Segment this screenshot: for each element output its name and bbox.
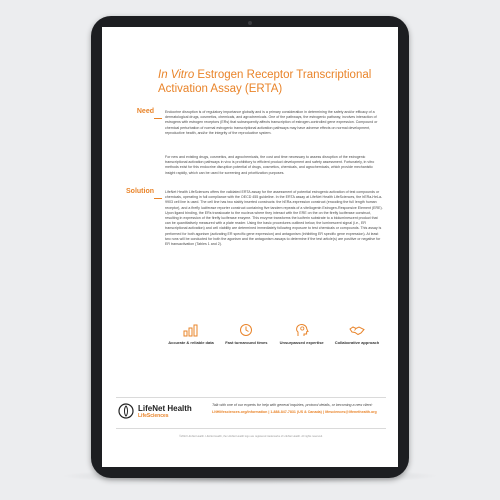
clock-icon [238,323,254,337]
tablet-frame [91,16,409,478]
need-paragraph-2: For new and existing drugs, cosmetics, and agrochemicals, the cost and time necessary to assess disruption of the estrogenic transcriptional activation pathways in vivo is prohibitory to efficient product development and safety assessment. Fortunately, in vitro methods exist for this endocrine disruption potential of drugs, cosmetics, chemicals, and agrochemicals, which provide mechanistic insight rapidly, which can be used for screening and prioritization purposes. [165,155,375,175]
lightbulb-head-icon [294,323,310,337]
bar-chart-icon [183,323,199,337]
footer-contact-block [212,403,386,415]
handshake-icon [349,323,365,337]
feature-label: Unsurpassed expertise [279,340,324,345]
feature-label: Accurate & reliable data [168,340,214,345]
need-label: Need [136,108,154,115]
fine-print: ©2022 LifeNet Health. LifeNet Health, the LifeNet Health logo are registered trademarks of LifeNet Health. All rights reserved. [179,435,323,438]
feature-expertise [276,323,328,365]
email-link[interactable]: lifesciences@lifenethealth.org [324,410,377,414]
title-rest: Estrogen Receptor Transcriptional Activation Assay (ERTA) [158,69,372,95]
document-page [102,27,398,467]
page-title [158,69,388,96]
lifenet-logo-icon [118,403,134,419]
features-row [165,323,383,365]
title-italic: In Vitro [158,69,195,81]
phone-number[interactable]: 1-888-847-7831 (US & Canada) [270,410,322,414]
website-link[interactable]: LNHlifesciences.org/information [212,410,268,414]
camera-dot [248,21,252,25]
feature-collaborative [331,323,383,365]
feature-fast-turnaround [220,323,272,365]
solution-paragraph: LifeNet Health LifeSciences offers the validated ERTA assay for the assessment of potential estrogenic activation of test compounds or chemicals, operating in full compliance with the OECD 455 guideline. In the ERTA assay at LifeNet Health LifeSciences, the hERa-HeLa-9903 cell line is used. The cell line has two stably inserted constructs: the hERa-expression construct (encoding the full length human receptor), and a firefly luciferase reporter construct containing five tandem repeats of a vitellogenin Estrogen-Responsive Element (ERE). Upon ligand binding, the ERs translocate to the nucleus where they interact with the ERE on the on the firefly luciferase construct, resulting in expression of the firefly luciferase enzyme. This enzyme transforms the luciferin substrate to a bioluminescent product that can be quantitatively measured with a plate reader. Using the basic procedures outlined below, the luminescent signal (i.e., ER transcriptional activation) and cell viability are determined immediately following exposure to test chemicals or compounds. This assay is performed for both agonism (activating ER specific gene expression) and antagonism (inhibiting ER specific gene expression). At least two runs will be conducted for both the agonism and the antagonism assays to determine if the test article(s) are positive or negative for ER transactivation (Tables 1 and 2). [165,190,383,247]
footer-contacts: LNHlifesciences.org/information | 1-888-847-7831 (US & Canada) | lifesciences@lifenethealth.org [212,410,377,414]
logo-name: LifeNet Health [138,404,192,413]
footer-message: Talk with one of our experts for help with general inquiries, protocol details, or becoming a new client: [212,403,373,407]
feature-label: Fast turnaround times [225,340,268,345]
need-paragraph-1: Endocrine disruption is of regulatory importance globally and is a primary consideration in determining the safety and/or efficacy of a dermatological drugs, cosmetics, chemicals, and agrochemicals. One of the pathways, the estrogenic pathway, involves interaction of estrogens with estrogen receptors (ERs) that subsequently affects transcription of estrogen-controlled gene expression. Compound or chemical perturbation of normal estrogenic transcriptional activation pathways may have adverse effects on normal development, reproductive health, and/or the integrity of the reproductive system. [165,110,378,135]
feature-accurate-data [165,323,217,365]
solution-label: Solution [126,188,154,195]
contact-footer [116,397,386,429]
logo-subtitle: LifeSciences [138,413,169,419]
feature-label: Collaborative approach [334,340,380,345]
solution-underline [154,198,162,199]
need-underline [154,118,162,119]
